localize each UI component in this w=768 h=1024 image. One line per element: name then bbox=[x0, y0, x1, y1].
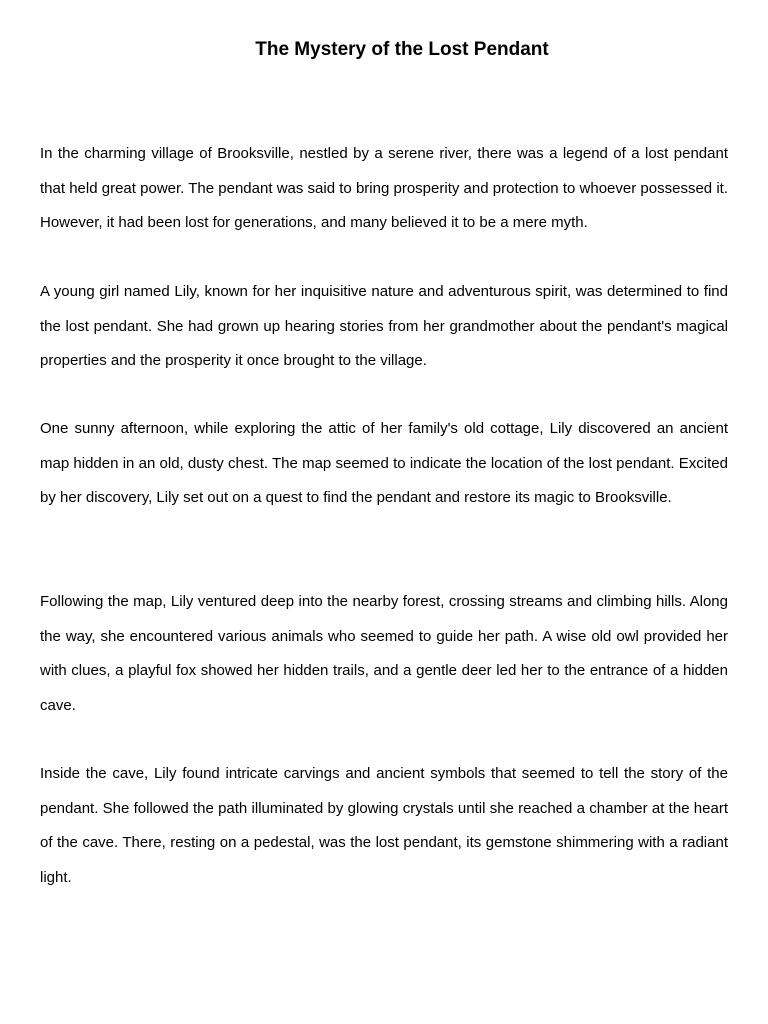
paragraph-4: Following the map, Lily ventured deep into the nearby forest, crossing streams and climbing hills. Along the way, she encountered various animals who seemed to guide her path. A wise old owl provided her with clues, a playful fox showed her hidden trails, and a gentle deer led her to the entrance of a hidden cave. bbox=[40, 593, 728, 714]
paragraph-2: A young girl named Lily, known for her inquisitive nature and adventurous spirit, was determined to find the lost pendant. She had grown up hearing stories from her grandmother about the pendant's magical properties and the prosperity it once brought to the village. bbox=[40, 283, 728, 369]
paragraph-1: In the charming village of Brooksville, nestled by a serene river, there was a legend of a lost pendant that held great power. The pendant was said to bring prosperity and protection to whoever possessed it. However, it had been lost for generations, and many believed it to be a mere myth. bbox=[40, 145, 728, 231]
paragraph-3: One sunny afternoon, while exploring the attic of her family's old cottage, Lily discovered an ancient map hidden in an old, dusty chest. The map seemed to indicate the location of the lost pendant. Excited by her discovery, Lily set out on a quest to find the pendant and restore its magic to Brooksville. bbox=[40, 420, 728, 506]
paragraph-5: Inside the cave, Lily found intricate carvings and ancient symbols that seemed to tell the story of the pendant. She followed the path illuminated by glowing crystals until she reached a chamber at the heart of the cave. There, resting on a pedestal, was the lost pendant, its gemstone shimmering with a radiant light. bbox=[40, 765, 728, 886]
page-title: The Mystery of the Lost Pendant bbox=[255, 39, 549, 60]
